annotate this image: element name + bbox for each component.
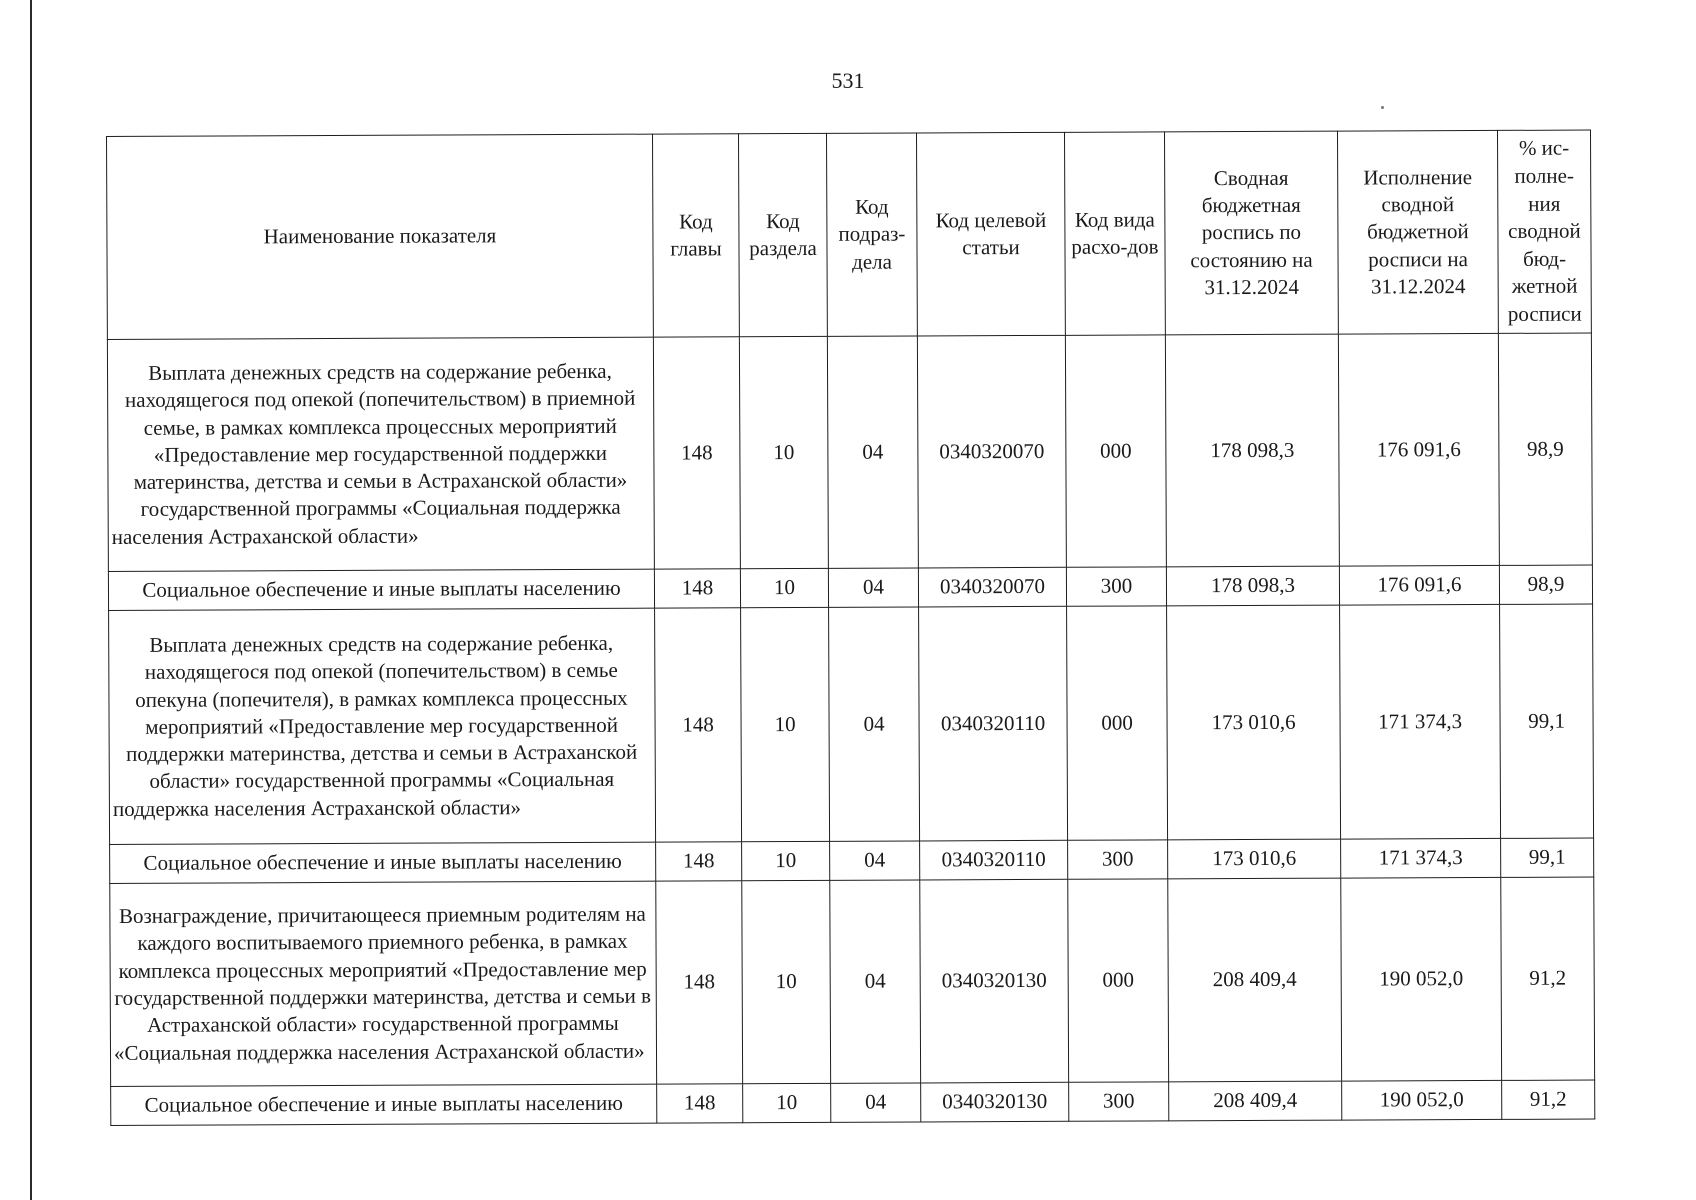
row-target: 0340320070	[918, 567, 1066, 607]
row-percent: 98,9	[1499, 565, 1592, 604]
row-expense-type: 000	[1068, 879, 1169, 1082]
row-subsection: 04	[829, 607, 920, 841]
row-subsection: 04	[831, 1083, 921, 1122]
page-number: 531	[831, 68, 865, 93]
row-percent: 99,1	[1501, 838, 1594, 877]
row-name: Выплата денежных средств на содержание ребенка, находящегося под опекой (попечительством) в приемной семье, в рамках комплекса процессных мероприятий «Предоставление мер государственной поддержки материнства, детства и семьи в Астраханской области» государственной программы «Социальная поддержка населения Астраханской области»	[107, 337, 654, 571]
row-schedule: 173 010,6	[1168, 839, 1341, 879]
header-target-code: Код целевой статьи	[916, 132, 1065, 336]
row-section: 10	[742, 841, 830, 880]
table-row	[111, 1080, 1595, 1125]
row-execution: 176 091,6	[1338, 333, 1499, 566]
row-execution: 171 374,3	[1340, 604, 1501, 839]
row-expense-type: 300	[1069, 1082, 1169, 1121]
row-chapter: 148	[656, 881, 743, 1084]
row-name: Вознаграждение, причитающееся приемным родителям на каждого воспитываемого приемного ребенка, в рамках комплекса процессных мероприятий «Предоставление мер государственной поддержки материнства, детства и семьи в Астраханской области» государственной программы «Социальная поддержка населения Астраханской области»	[110, 881, 657, 1086]
row-schedule: 208 409,4	[1169, 1081, 1342, 1121]
table-row	[107, 333, 1592, 571]
row-subsection: 04	[830, 880, 921, 1083]
row-chapter: 148	[654, 569, 740, 608]
row-percent: 91,2	[1501, 877, 1595, 1080]
row-target: 0340320130	[921, 1082, 1069, 1122]
scan-speck	[1381, 106, 1384, 109]
row-name: Социальное обеспечение и иные выплаты населению	[110, 842, 656, 883]
row-expense-type: 000	[1067, 606, 1168, 840]
row-chapter: 148	[653, 337, 740, 569]
header-section-code: Код раздела	[738, 133, 827, 336]
table-row	[108, 565, 1592, 610]
row-chapter: 148	[657, 1084, 743, 1123]
budget-execution-table	[106, 130, 1595, 1126]
row-name: Выплата денежных средств на содержание ребенка, находящегося под опекой (попечительством) в семье опекуна (попечителя), в рамках комплекса процессных мероприятий «Предоставление мер государственной поддержки материнства, детства и семьи в Астраханской области» государственной программы «Социальная поддержка населения Астраханской области»	[109, 608, 656, 844]
row-execution: 176 091,6	[1339, 565, 1499, 605]
row-name: Социальное обеспечение и иные выплаты населению	[108, 569, 654, 610]
header-chapter-code: Код главы	[652, 134, 739, 337]
header-name: Наименование показателя	[107, 134, 654, 339]
row-expense-type: 300	[1068, 840, 1168, 879]
row-execution: 171 374,3	[1341, 838, 1501, 878]
row-section: 10	[743, 1083, 831, 1122]
row-schedule: 173 010,6	[1167, 605, 1341, 840]
row-target: 0340320130	[920, 879, 1069, 1083]
row-target: 0340320110	[919, 606, 1068, 841]
scan-edge-line	[30, 0, 32, 1200]
row-target: 0340320070	[917, 335, 1066, 568]
row-percent: 98,9	[1498, 333, 1592, 565]
row-schedule: 178 098,3	[1166, 566, 1339, 606]
row-schedule: 208 409,4	[1168, 878, 1342, 1082]
row-expense-type: 300	[1066, 567, 1166, 606]
table-row	[110, 877, 1595, 1086]
row-subsection: 04	[828, 568, 918, 607]
header-expense-type-code: Код вида расхо-дов	[1064, 132, 1165, 335]
row-name: Социальное обеспечение и иные выплаты населению	[111, 1084, 657, 1125]
row-percent: 99,1	[1500, 604, 1594, 838]
row-section: 10	[742, 880, 831, 1083]
header-percent: % ис-полне-ния сводной бюд-жетной росписи	[1497, 130, 1591, 333]
row-chapter: 148	[656, 842, 742, 881]
header-subsection-code: Код подраз-дела	[826, 133, 917, 336]
row-expense-type: 000	[1065, 335, 1166, 567]
row-chapter: 148	[655, 608, 742, 842]
row-subsection: 04	[830, 841, 920, 880]
row-section: 10	[741, 607, 830, 841]
header-budget-schedule: Сводная бюджетная роспись по состоянию на 31.12.2024	[1164, 131, 1338, 335]
table-row	[109, 604, 1594, 844]
row-schedule: 178 098,3	[1165, 334, 1339, 567]
table-row	[110, 838, 1594, 883]
row-percent: 91,2	[1502, 1080, 1595, 1119]
row-section: 10	[740, 568, 828, 607]
row-execution: 190 052,0	[1341, 877, 1502, 1081]
row-subsection: 04	[827, 336, 918, 568]
header-execution: Исполнение сводной бюджетной росписи на 31.12.2024	[1337, 130, 1498, 334]
row-execution: 190 052,0	[1342, 1080, 1502, 1120]
row-section: 10	[739, 336, 828, 568]
row-target: 0340320110	[920, 840, 1068, 880]
table-header-row	[107, 130, 1592, 339]
